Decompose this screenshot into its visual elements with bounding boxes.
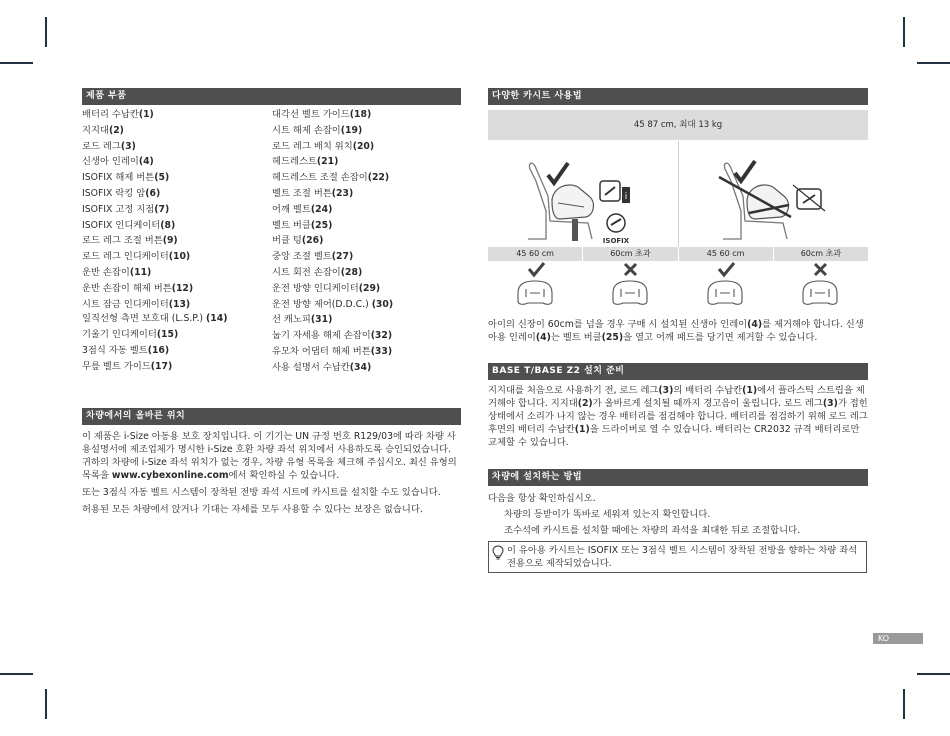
part-item: 운반 손잡이(11)	[82, 266, 152, 278]
usage-note: 아이의 신장이 60cm를 넘을 경우 구매 시 설치된 신생아 인레이(4)를 제거해야 합니다. 신생아용 인레이(4)는 벨트 버클(25)을 열고 어깨 패드를 당기면 제거할 수 있습니다.	[488, 319, 864, 343]
crop-mark	[917, 62, 950, 64]
suitability-cell	[583, 261, 678, 307]
parts-header: 제품 부품	[82, 88, 461, 105]
svg-text:ISOFIX: ISOFIX	[602, 237, 630, 245]
part-item: ISOFIX 락킹 암(6)	[82, 187, 161, 199]
part-item: ISOFIX 인디케이터(8)	[82, 219, 176, 231]
parts-list-column-1	[82, 107, 262, 375]
part-item: 운전 방향 제어(D.D.C.) (30)	[272, 298, 394, 310]
usage-header: 다양한 카시트 사용법	[488, 88, 868, 105]
part-item: 사용 설명서 수납칸(34)	[272, 361, 372, 373]
size-range-label: 60cm 초과	[583, 247, 678, 261]
part-item: 시트 해제 손잡이(19)	[272, 124, 363, 136]
part-item: 헤드레스트(21)	[272, 156, 339, 168]
part-item: 지지대(2)	[82, 124, 124, 136]
isofix-icon	[603, 214, 630, 245]
crop-mark	[0, 673, 33, 675]
language-tag: KO	[873, 633, 923, 644]
part-item: 배터리 수납칸(1)	[82, 109, 154, 120]
check-icon	[529, 263, 544, 275]
part-item: 운반 손잡이 해제 버튼(12)	[82, 282, 194, 294]
crop-mark	[917, 673, 950, 675]
part-item: 일직선형 측면 보호대 (L.S.P.) (14)	[82, 313, 228, 325]
infant-seat-icon	[613, 281, 647, 304]
belt-installation-illustration	[679, 141, 869, 247]
position-paragraph-3: 허용된 모든 차량에서 앉거나 기대는 자세를 모두 사용할 수 있다는 보장은 없습니다.	[82, 504, 423, 515]
part-item: 유모차 어댑터 해제 버튼(33)	[272, 345, 393, 357]
cross-icon	[625, 264, 636, 275]
info-icon: i	[624, 192, 628, 202]
part-item: 운전 방향 인디케이터(29)	[272, 282, 381, 294]
position-header: 차량에서의 올바른 위치	[82, 408, 461, 425]
part-item: 버클 텅(26)	[272, 235, 324, 247]
check-icon	[719, 263, 734, 275]
position-paragraph-1: 이 제품은 i-Size 아동용 보호 장치입니다. 이 기기는 UN 규정 번호 R129/03에 따라 차량 사용설명서에 제조업체가 명시한 i-Size 호환 차량 좌석 위치에서 사용하도록 승인되었습니다. 귀하의 차량에 i-Size 좌석 위치가 없는 경우, 차량 유형 목록을 체크해 주십시오. 최신 유형의 목록을 www.cybexonline.com에서 확인하실 수 있습니다.	[82, 431, 457, 481]
lightbulb-icon	[492, 545, 504, 561]
part-item: 시트 회전 손잡이(28)	[272, 266, 363, 278]
note-text: 이 유아용 카시트는 ISOFIX 또는 3점식 벨트 시스템이 장착된 전방을 향하는 차량 좌석 전용으로 제작되었습니다.	[507, 545, 858, 569]
part-item: 로드 레그 인디케이터(10)	[82, 251, 191, 263]
part-item: 3점식 자동 벨트(16)	[82, 345, 170, 357]
base-prep-header: BASE T/BASE Z2 설치 준비	[488, 363, 868, 380]
part-item: 눕기 자세용 해제 손잡이(32)	[272, 330, 393, 342]
install-header: 차량에 설치하는 방법	[488, 469, 868, 486]
car-seat-isofix-illustration	[488, 141, 677, 247]
size-range-label: 45 60 cm	[488, 247, 583, 261]
part-item: 대각선 벨트 가이드(18)	[272, 109, 372, 120]
part-item: 선 캐노피(31)	[272, 314, 333, 326]
position-paragraph-2: 또는 3점식 자동 벨트 시스템이 장착된 전방 좌석 시트에 카시트를 설치할 수도 있습니다.	[82, 487, 441, 498]
base-prep-text: 지지대를 처음으로 사용하기 전, 로드 레그(3)의 배터리 수납칸(1)에서 플라스틱 스트립을 제거해야 합니다. 지지대(2)가 올바르게 설치될 때까지 경고음이 울립니다. 로드 레그(3)가 접힌 상태에서 소리가 나지 않는 경우 배터리를 점검해야 합니다. 배터리를 점검하기 위해 로드 레그 후면의 배터리 수납칸(1)을 드라이버로 열 수 있습니다. 배터리는 CR2032 규격 배터리로만 교체할 수 있습니다.	[488, 385, 868, 448]
suitability-cell	[773, 261, 868, 307]
note-box	[488, 541, 867, 573]
size-range-label: 45 60 cm	[679, 247, 774, 261]
crop-mark	[45, 17, 47, 47]
part-item: 신생아 인레이(4)	[82, 156, 154, 168]
part-item: 로드 레그 조절 버튼(9)	[82, 235, 178, 247]
part-item: 중앙 조절 벨트(27)	[272, 251, 354, 263]
part-item: 어깨 벨트(24)	[272, 203, 333, 215]
suitability-cell	[678, 261, 773, 307]
part-item: 헤드레스트 조절 손잡이(22)	[272, 172, 390, 184]
crop-mark	[0, 62, 33, 64]
install-item: 조수석에 카시트를 설치할 때에는 차량의 좌석을 최대한 뒤로 조절합니다.	[504, 525, 801, 536]
usage-diagram	[488, 110, 868, 307]
check-icon	[548, 163, 568, 183]
install-text	[488, 491, 868, 539]
part-item: 로드 레그 배치 위치(20)	[272, 140, 375, 152]
infant-seat-icon	[708, 281, 742, 304]
parts-list-column-2	[272, 107, 462, 376]
crop-mark	[903, 17, 905, 47]
isofix-installation-illustration	[488, 141, 679, 247]
part-item: 시트 잠금 인디케이터(13)	[82, 298, 191, 310]
part-item: ISOFIX 해제 버튼(5)	[82, 172, 170, 184]
part-item: 로드 레그(3)	[82, 140, 136, 152]
check-icon	[735, 161, 755, 181]
infant-seat-icon	[600, 181, 630, 203]
install-intro: 다음을 항상 확인하십시오.	[488, 493, 596, 504]
infant-seat-icon	[803, 281, 837, 304]
part-item: 기울기 인디케이터(15)	[82, 329, 179, 341]
car-seat-belt-illustration	[679, 141, 868, 247]
part-item: 벨트 조절 버튼(23)	[272, 187, 354, 199]
suitability-cell	[488, 261, 583, 307]
website-link[interactable]: www.cybexonline.com	[111, 470, 229, 481]
infant-seat-icon	[518, 281, 552, 304]
part-item: ISOFIX 고정 지점(7)	[82, 203, 170, 215]
belt-routing-icon	[793, 185, 825, 211]
part-item: 무릎 벨트 가이드(17)	[82, 360, 173, 372]
size-range-labels	[488, 247, 868, 261]
cross-icon	[815, 264, 826, 275]
size-range-label: 60cm 초과	[800, 249, 842, 258]
crop-mark	[903, 689, 905, 719]
part-item: 벨트 버클(25)	[272, 219, 333, 231]
crop-mark	[45, 689, 47, 719]
height-weight-range: 45 87 cm, 최대 13 kg	[488, 110, 868, 141]
position-text	[82, 430, 462, 520]
suitability-marks	[488, 261, 868, 307]
install-item: 차량의 등받이가 똑바로 세워져 있는지 확인합니다.	[504, 509, 711, 520]
